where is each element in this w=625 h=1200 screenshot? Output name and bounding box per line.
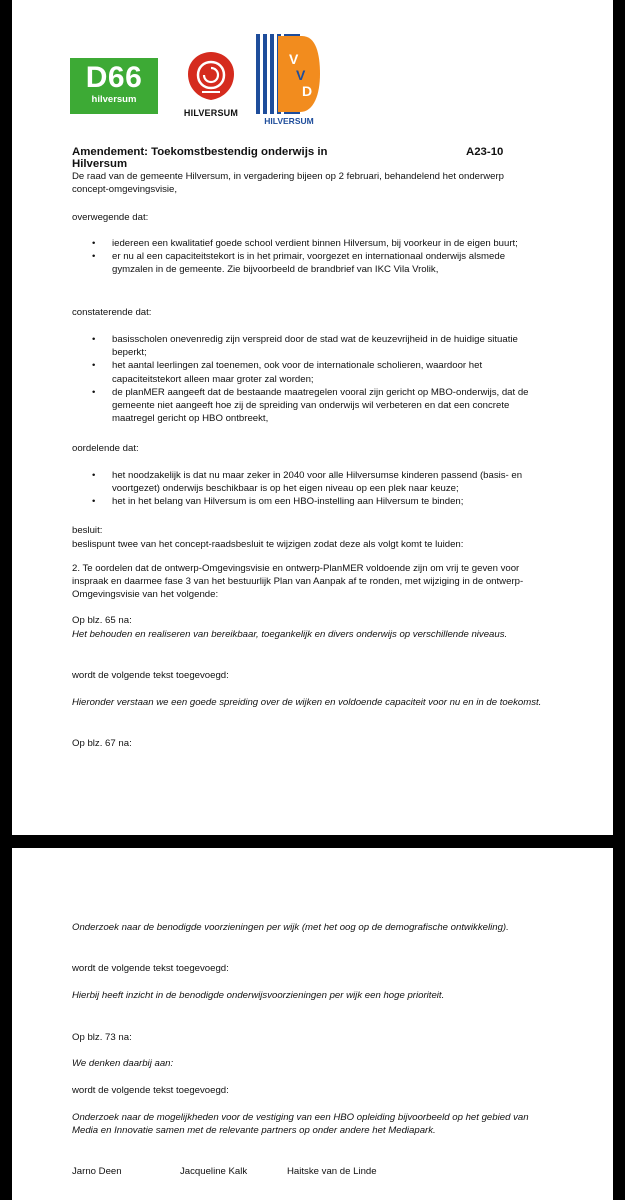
list-item: • het aantal leerlingen zal toenemen, ook voor de internationale scholieren, waardoor het capaciteitstekort alleen maar groter zal worden;: [92, 359, 542, 385]
signatory-name: Jarno Deen: [72, 1166, 122, 1177]
svg-text:V: V: [289, 51, 299, 67]
page-67-label: Op blz. 67 na:: [72, 738, 132, 749]
oordelende-label: oordelende dat:: [72, 443, 139, 454]
overwegende-list: [92, 237, 542, 277]
document-title: Amendement: Toekomstbestendig onderwijs in Hilversum: [72, 146, 328, 170]
constaterende-label: constaterende dat:: [72, 307, 152, 318]
list-item: • de planMER aangeeft dat de bestaande maatregelen vooral zijn gericht op MBO-onderwijs, dat de gemeente niet aangeeft hoe zij de spreiding van onderwijs wil verbeteren en dat een concrete maatregel gericht op HBO ontbreekt,: [92, 386, 542, 426]
vvd-emblem-icon: [256, 34, 322, 116]
oordelende-list: [92, 469, 542, 509]
besluit-line: beslispunt twee van het concept-raadsbesluit te wijzigen zodat deze als volgt komt te luiden:: [72, 539, 464, 550]
svg-text:V: V: [296, 67, 306, 83]
svg-text:D: D: [302, 83, 313, 99]
amendment-code: A23-10: [466, 146, 504, 158]
signatory-name: Haitske van de Linde: [287, 1166, 377, 1177]
added-text-2: Hierbij heeft inzicht in de benodigde onderwijsvoorzieningen per wijk een hoge prioriteit.: [72, 990, 445, 1001]
list-item: • het noodzakelijk is dat nu maar zeker in 2040 voor alle Hilversumse kinderen passend (basis- en voortgezet) onderwijs beschikbaar is op het eigen niveau op een plek naar keuze;: [92, 469, 542, 495]
list-item: • iedereen een kwalitatief goede school verdient binnen Hilversum, bij voorkeur in de eigen buurt;: [92, 237, 542, 250]
d66-logo-subtext: hilversum: [91, 94, 137, 105]
added-label-3: wordt de volgende tekst toegevoegd:: [72, 1085, 229, 1096]
page-65-label: Op blz. 65 na:: [72, 615, 132, 626]
pvda-rose-icon: [182, 48, 240, 106]
d66-logo: [70, 58, 158, 114]
signatory-name: Jacqueline Kalk: [180, 1166, 248, 1177]
document-page-2: [12, 848, 613, 1200]
page-65-text: Het behouden en realiseren van bereikbaar, toegankelijk en divers onderwijs op verschillende niveaus.: [72, 629, 508, 640]
d66-logo-text: D66: [85, 61, 143, 94]
added-text-3: Onderzoek naar de mogelijkheden voor de vestiging van een HBO opleiding bijvoorbeeld op het gebied van Media en Innovatie samen met de relevante partners op onder andere het Mediapark.: [72, 1112, 529, 1137]
page-73-text: We denken daarbij aan:: [72, 1058, 174, 1069]
pvda-logo: [182, 48, 240, 120]
added-text-1: Hieronder verstaan we een goede spreiding over de wijken en voldoende capaciteit voor nu en in de toekomst.: [72, 697, 542, 708]
besluit-label: besluit:: [72, 525, 103, 536]
page-67-text: Onderzoek naar de benodigde voorzieningen per wijk (met het oog op de demografische ontwikkeling).: [72, 922, 509, 933]
besluit-point-2: 2. Te oordelen dat de ontwerp-Omgevingsvisie en ontwerp-PlanMER voldoende zijn om vrij te geven voor inspraak en daarmee fase 3 van het bestuurlijk Plan van Aanpak af te ronden, met wijziging in de ontwerp-Omgevingsvisie van het volgende:: [72, 563, 524, 601]
added-label-1: wordt de volgende tekst toegevoegd:: [72, 670, 229, 681]
overwegende-label: overwegende dat:: [72, 212, 149, 223]
vvd-logo-text: HILVERSUM: [264, 116, 314, 126]
intro-text: De raad van de gemeente Hilversum, in vergadering bijeen op 2 februari, behandelend het onderwerp concept-omgevingsvisie,: [72, 171, 504, 196]
vvd-logo: [256, 34, 322, 128]
constaterende-list: [92, 333, 542, 425]
page-73-label: Op blz. 73 na:: [72, 1032, 132, 1043]
list-item: • het in het belang van Hilversum is om een HBO-instelling aan Hilversum te binden;: [92, 495, 542, 508]
added-label-2: wordt de volgende tekst toegevoegd:: [72, 963, 229, 974]
list-item: • basisscholen onevenredig zijn verspreid door de stad wat de keuzevrijheid in de huidige situatie beperkt;: [92, 333, 542, 359]
pvda-logo-text: HILVERSUM: [183, 108, 239, 118]
list-item: • er nu al een capaciteitstekort is in het primair, voorgezet en internationaal onderwijs alsmede gymzalen in de gemeente. Zie bijvoorbeeld de brandbrief van IKC Vila Vrolik,: [92, 250, 542, 276]
